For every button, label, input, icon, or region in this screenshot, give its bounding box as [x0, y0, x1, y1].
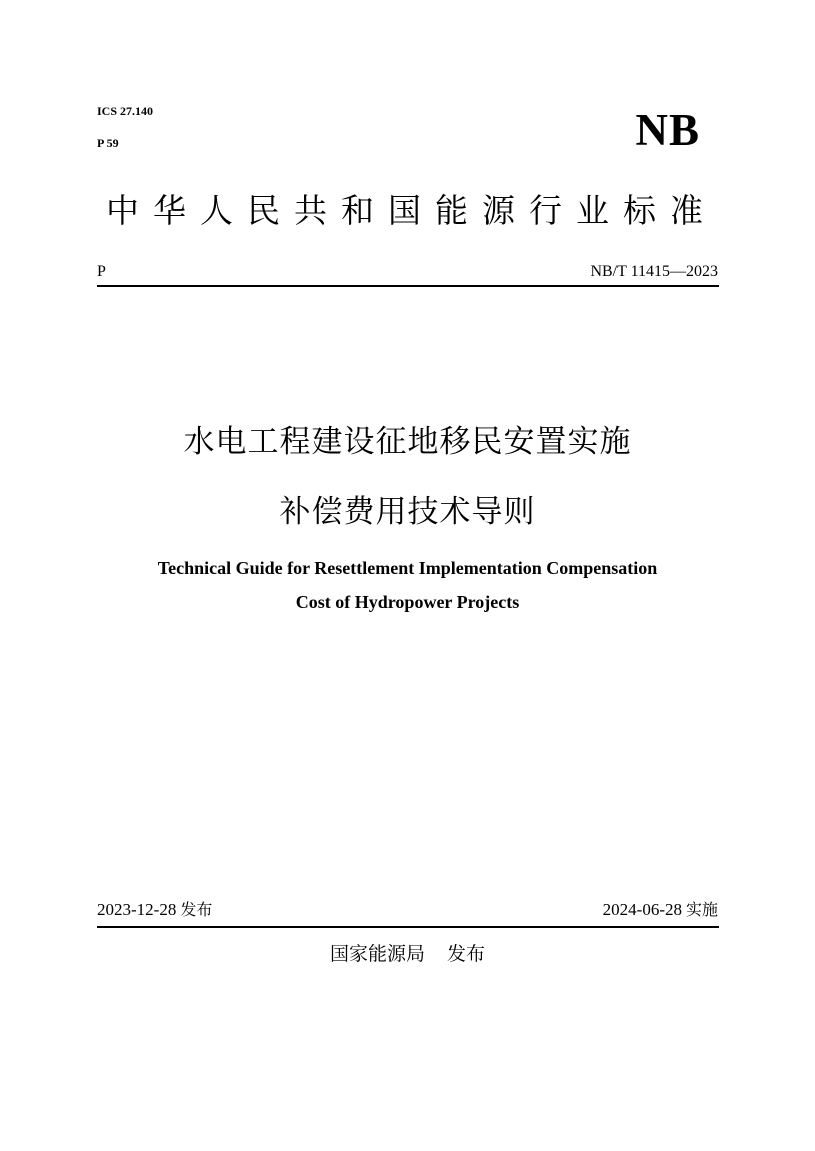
issuer-line	[0, 942, 815, 966]
document-title-cn-line2: 补偿费用技术导则	[279, 494, 536, 530]
issue-date-block	[97, 900, 212, 920]
issuer-action: 发布	[447, 943, 486, 965]
document-title-en-line1: Technical Guide for Resettlement Implementation Compensation	[157, 558, 658, 578]
issue-date: 2023-12-28	[97, 900, 177, 919]
document-title-en-line2: Cost of Hydropower Projects	[295, 592, 520, 612]
issuer-name: 国家能源局	[329, 943, 425, 965]
classification-code: P	[97, 263, 106, 280]
implement-date-block	[603, 900, 718, 920]
bottom-divider	[97, 926, 719, 928]
ics-code: ICS 27.140	[97, 104, 154, 118]
implement-label: 实施	[685, 900, 718, 919]
implement-date: 2024-06-28	[602, 900, 682, 919]
top-divider	[97, 285, 719, 287]
standard-category-title: 中华人民共和国能源行业标准	[106, 191, 717, 230]
standard-mark: NB	[635, 105, 700, 155]
issue-label: 发布	[180, 900, 213, 919]
standard-number: NB/T 11415—2023	[590, 263, 718, 280]
ccs-code: P 59	[97, 136, 119, 150]
document-title-cn-line1: 水电工程建设征地移民安置实施	[183, 424, 632, 460]
